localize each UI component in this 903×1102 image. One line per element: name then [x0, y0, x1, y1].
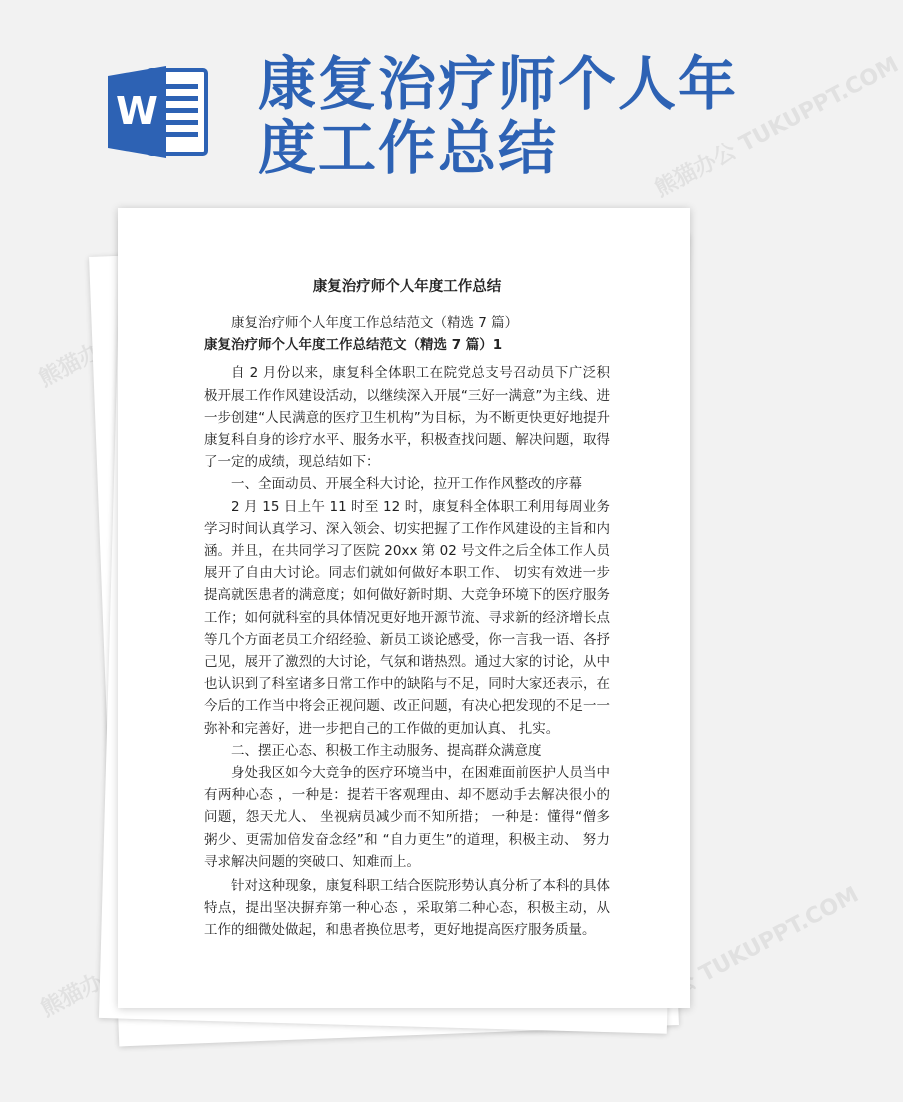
paragraph-section-2b: 针对这种现象，康复科职工结合医院形势认真分析了本科的具体特点，提出坚决摒弃第一种心态 ，采取第二种心态，积极主动，从工作的细微处做起，和患者换位思考，更好地提高医疗服务质量。	[204, 878, 610, 939]
section-heading-2: 二、摆正心态、积极工作主动服务、提高群众满意度	[231, 742, 542, 759]
word-document-icon	[108, 66, 208, 158]
document-page	[118, 208, 690, 1008]
watermark: 熊猫办公 TUKUPPT.COM	[650, 52, 903, 203]
section-heading-1: 一、全面动员、开展全科大讨论，拉开工作作风整改的序幕	[231, 476, 582, 493]
header-banner	[0, 0, 780, 200]
document-title: 康复治疗师个人年度工作总结	[312, 279, 502, 295]
watermark: 熊猫办公	[34, 328, 125, 393]
watermark: 熊猫办公 TUKUPPT.COM	[610, 882, 863, 1033]
watermark: 熊猫办公	[36, 958, 127, 1023]
document-content	[204, 276, 610, 942]
paragraph-intro: 自 2 月份以来，康复科全体职工在院党总支号召动员下广泛积极开展工作作风建设活动，以继续深入开展“三好一满意”为主线、进一步创建“人民满意的医疗卫生机构”为目标，为不断更快更好地提升康复科自身的诊疗水平、服务水平，积极查找问题、解决问题，取得了一定的成绩，现总结如下：	[204, 365, 610, 471]
document-subheading: 康复治疗师个人年度工作总结范文（精选 7 篇）1	[204, 337, 503, 354]
paragraph-section-2: 身处我区如今大竞争的医疗环境当中，在困难面前医护人员当中有两种心态 ，一种是：提若干客观理由、却不愿动手去解决很小的问题，怨天尤人、 坐视病员减少而不知所措； 一种是：懂得“僧多粥少、更需加倍发奋念经”和 “自力更生”的道理，积极主动、 努力寻求解决问题的突破口、知难而上。	[204, 765, 610, 870]
paragraph-section-1: 2 月 15 日上午 11 时至 12 时，康复科全体职工利用每周业务学习时间认真学习、深入领会、切实把握了工作作风建设的主旨和内涵。并且，在共同学习了医院 20xx 第 02 号文件之后全体工作人员展开了自由大讨论。同志们就如何做好本职工作、 切实有效进一步提高就医患者的满意度；如何做好新时期、大竞争环境下的医疗服务工作；如何就科室的具体情况更好地开源节流、寻求新的经济增长点等几个方面老员工介绍经验、新员工谈论感受，你一言我一语、各抒己见，展开了激烈的大讨论，气氛和谐热烈。通过大家的讨论，从中也认识到了科室诸多日常工作中的缺陷与不足，同时大家还表示，在今后的工作当中将会正视问题、改正问题，有决心把发现的不足一一弥补和完善好，进一步把自己的工作做的更加认真、 扎实。	[204, 498, 610, 737]
document-subtitle: 康复治疗师个人年度工作总结范文（精选 7 篇）	[231, 315, 519, 331]
header-title: 康复治疗师个人年度工作总结	[258, 50, 739, 182]
svg-text:W: W	[116, 89, 158, 133]
